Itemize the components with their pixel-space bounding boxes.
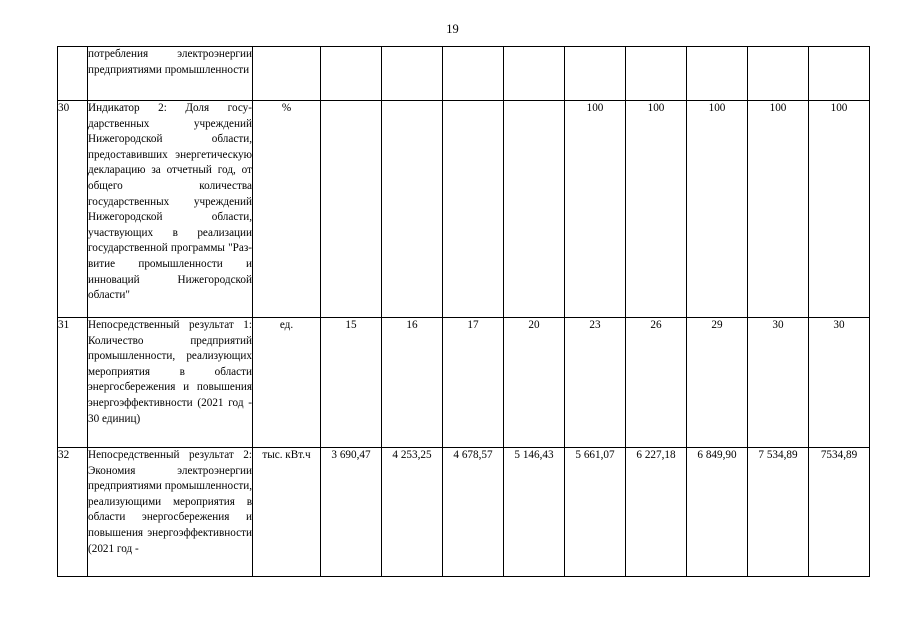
table-row: [58, 47, 870, 101]
value-cell: [809, 47, 870, 101]
value-cell: [565, 47, 626, 101]
value-cell: [382, 47, 443, 101]
value-cell: [382, 101, 443, 318]
value-cell: 16: [382, 318, 443, 448]
description-cell: Непосредственный результат 1: Количество предприятий промышленности, реализующих мероприятия в области энергосбережения и повышения энергоэффективности (2021 год - 30 единиц): [88, 318, 253, 448]
description-cell: Индикатор 2: Доля государственных учреждений Нижегородской области, предоставивших энергетическую декларацию за отчетный год, от общего количества государственных учреждений Нижегородской области, участвующих в реализации государственной программы "Развитие промышленности и инноваций Нижегородской области": [88, 101, 253, 318]
value-cell: 23: [565, 318, 626, 448]
value-cell: [504, 101, 565, 318]
row-number-cell: 31: [58, 318, 88, 448]
value-cell: [321, 101, 382, 318]
value-cell: 30: [809, 318, 870, 448]
value-cell: 4 678,57: [443, 448, 504, 577]
description-cell: Непосредственный результат 2: Экономия электроэнергии предприятиями промышленности, реализующими мероприятия в области энергосбережения и повышения энергоэффективности (2021 год -: [88, 448, 253, 577]
value-cell: 6 227,18: [626, 448, 687, 577]
value-cell: 26: [626, 318, 687, 448]
value-cell: 5 146,43: [504, 448, 565, 577]
table-row: [58, 318, 870, 448]
value-cell: 100: [565, 101, 626, 318]
description-cell: потребления электроэнергии предприятиями промышленности: [88, 47, 253, 101]
value-cell: [321, 47, 382, 101]
value-cell: 17: [443, 318, 504, 448]
value-cell: [626, 47, 687, 101]
row-number-cell: [58, 47, 88, 101]
value-cell: [687, 47, 748, 101]
value-cell: [443, 47, 504, 101]
value-cell: 7534,89: [809, 448, 870, 577]
row-number-cell: 30: [58, 101, 88, 318]
unit-cell: ед.: [253, 318, 321, 448]
value-cell: 100: [687, 101, 748, 318]
value-cell: 20: [504, 318, 565, 448]
unit-cell: %: [253, 101, 321, 318]
page-number: 19: [446, 22, 459, 36]
value-cell: 7 534,89: [748, 448, 809, 577]
value-cell: [748, 47, 809, 101]
value-cell: [443, 101, 504, 318]
indicators-table: [57, 46, 870, 577]
unit-cell: тыс. кВт.ч: [253, 448, 321, 577]
value-cell: 4 253,25: [382, 448, 443, 577]
value-cell: 100: [626, 101, 687, 318]
table-row: [58, 101, 870, 318]
value-cell: 100: [809, 101, 870, 318]
value-cell: 29: [687, 318, 748, 448]
value-cell: 5 661,07: [565, 448, 626, 577]
table-body: [58, 47, 870, 577]
value-cell: [504, 47, 565, 101]
value-cell: 3 690,47: [321, 448, 382, 577]
unit-cell: [253, 47, 321, 101]
row-number-cell: 32: [58, 448, 88, 577]
table-row: [58, 448, 870, 577]
value-cell: 100: [748, 101, 809, 318]
value-cell: 30: [748, 318, 809, 448]
value-cell: 6 849,90: [687, 448, 748, 577]
value-cell: 15: [321, 318, 382, 448]
